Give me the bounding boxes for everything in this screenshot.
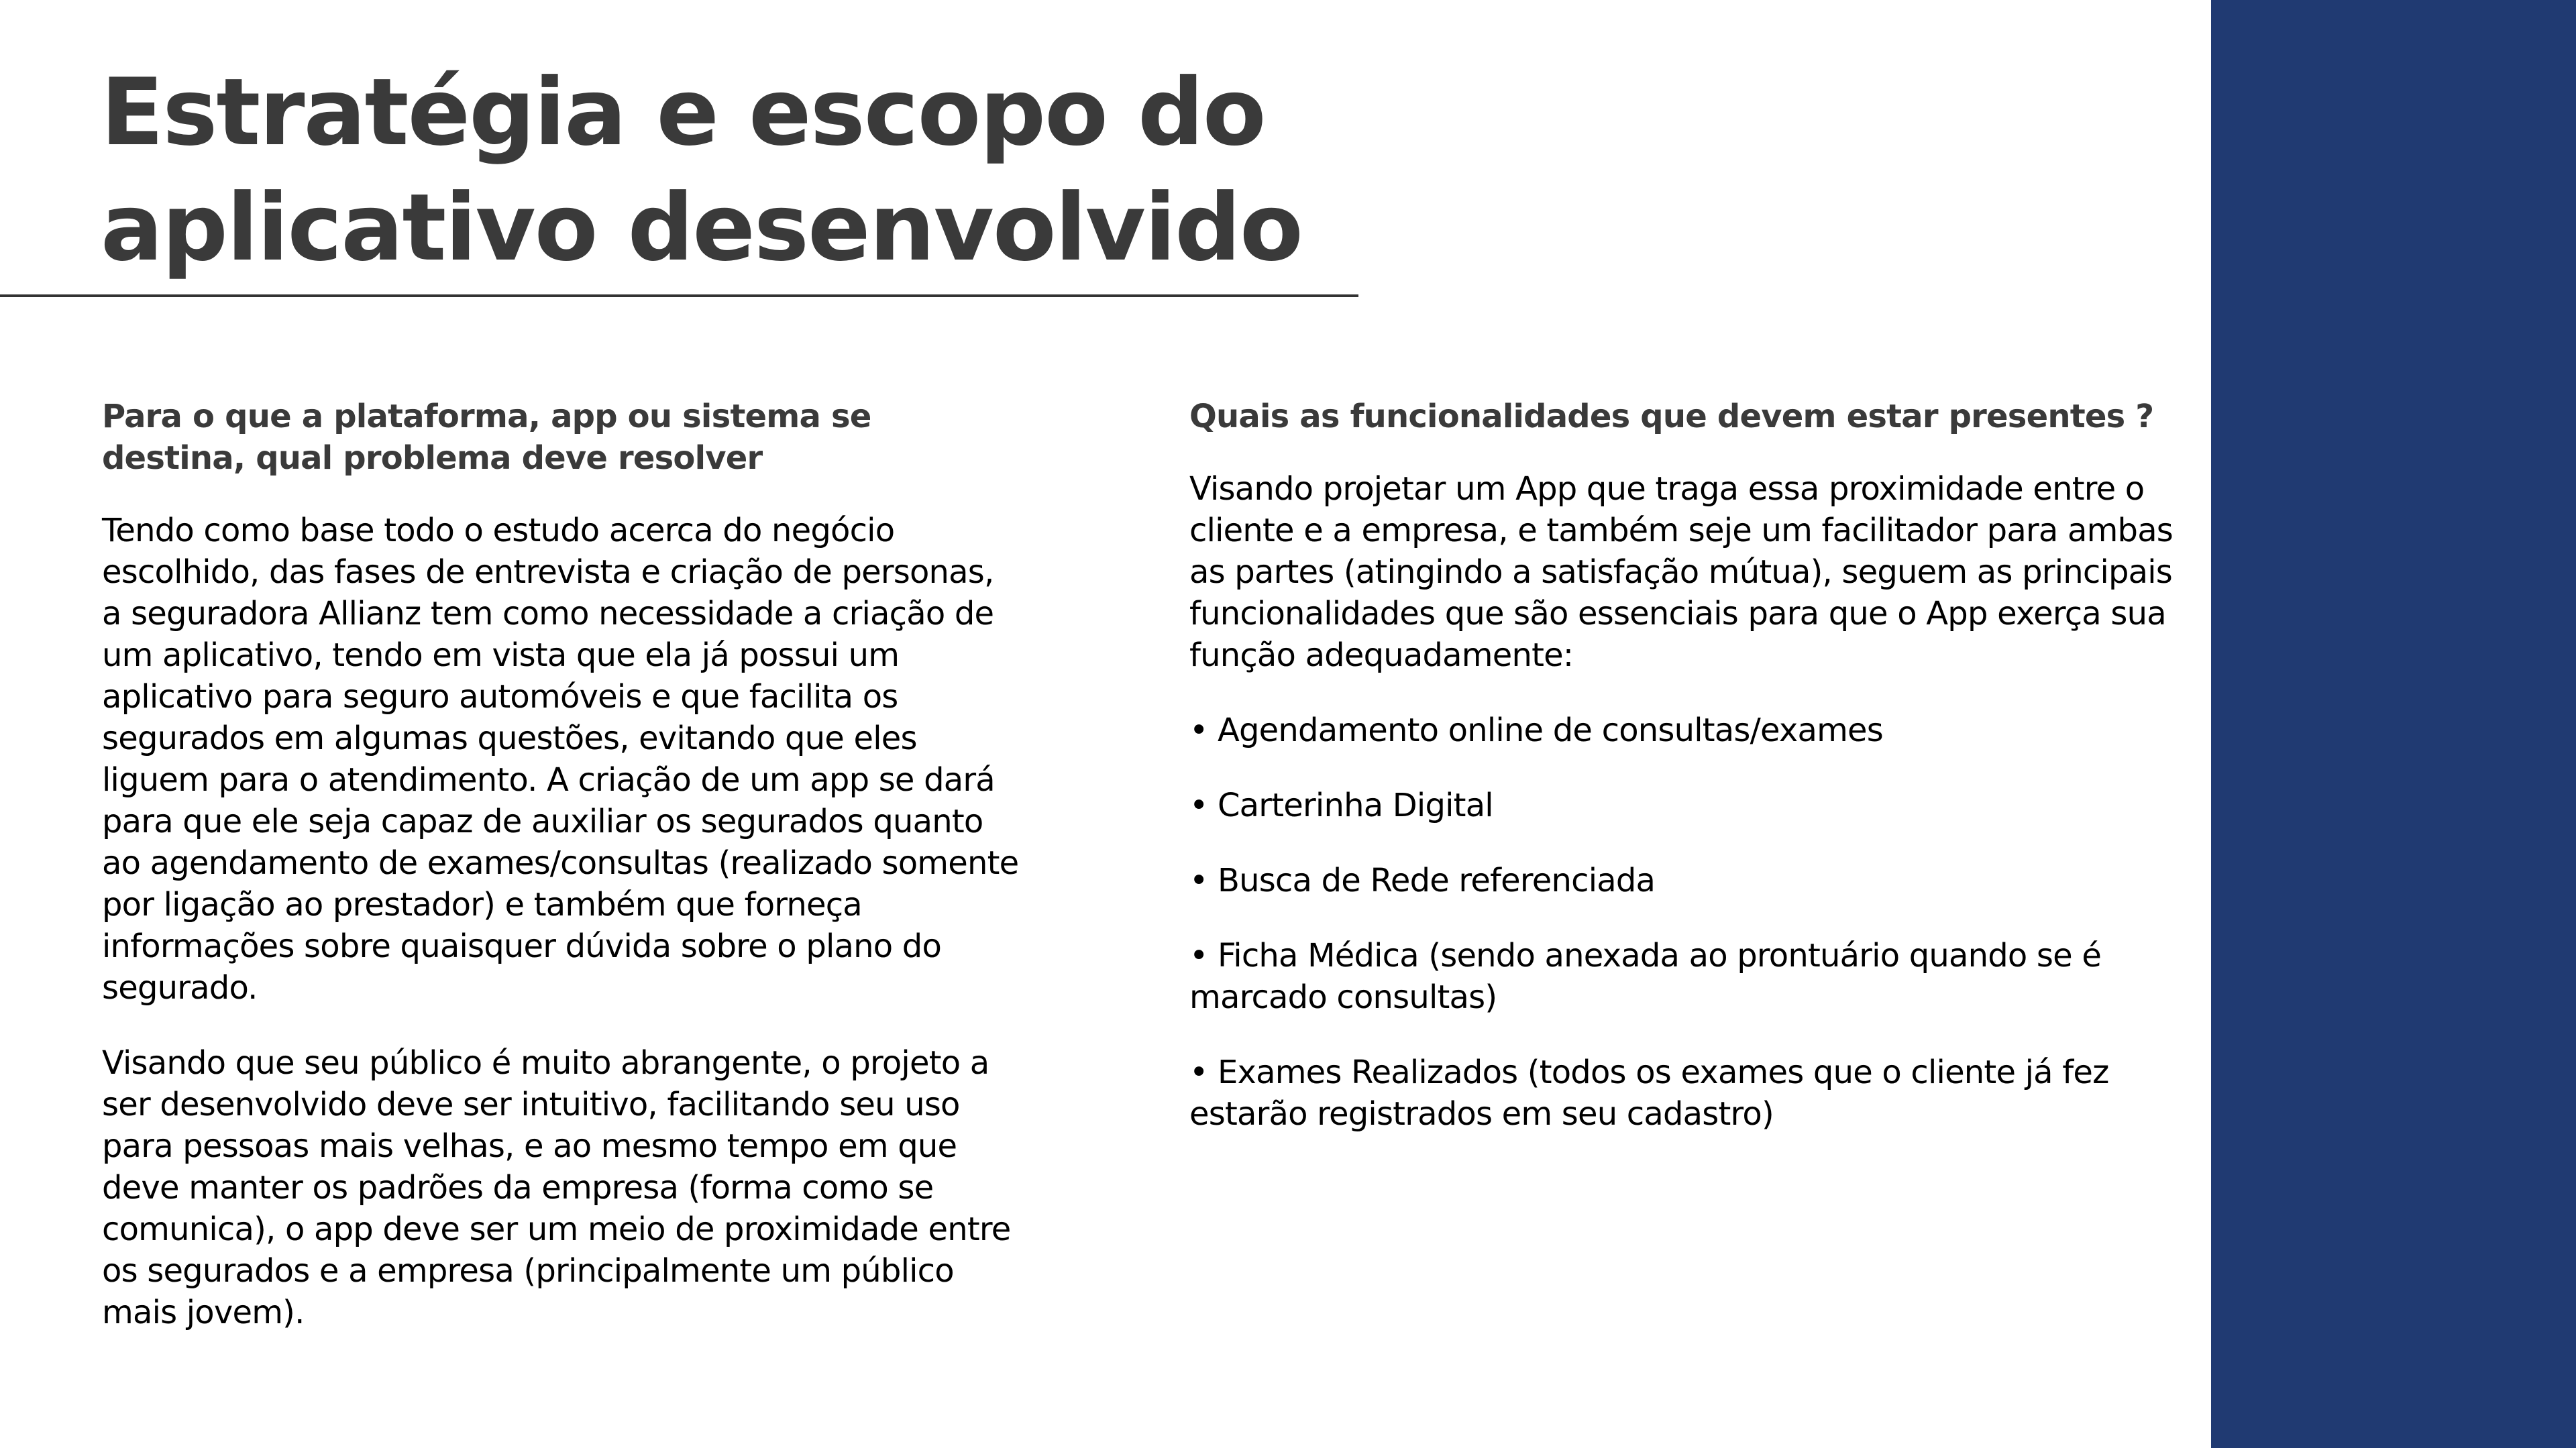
- feature-item-agendamento: • Agendamento online de consultas/exames: [1189, 712, 1883, 749]
- left-column-heading: Para o que a plataforma, app ou sistema se destina, qual problema deve resolver: [102, 398, 871, 477]
- left-paragraph-2: Visando que seu público é muito abrangente, o projeto a ser desenvolvido deve ser intuitivo, facilitando seu uso para pessoas mais velhas, e ao mesmo tempo em que deve manter os padrões da empresa (forma como se comunica), o app deve ser um meio de proximidade entre os segurados e a empresa (principalmente um público mais jovem).: [102, 1044, 1011, 1331]
- feature-item-exames: • Exames Realizados (todos os exames que o cliente já fez estarão registrados em seu cadastro): [1189, 1054, 2109, 1133]
- feature-item-ficha-medica: • Ficha Médica (sendo anexada ao prontuário quando se é marcado consultas): [1189, 937, 2102, 1016]
- slide-title: Estratégia e escopo do aplicativo desenvolvido: [101, 58, 1302, 282]
- left-column: [102, 396, 1021, 1367]
- left-paragraph-1: Tendo como base todo o estudo acerca do negócio escolhido, das fases de entrevista e criação de personas, a seguradora Allianz tem como necessidade a criação de um aplicativo, tendo em vista que ela já possui um aplicativo para seguro automóveis e que facilita os segurados em algumas questões, evitando que eles liguem para o atendimento. A criação de um app se dará para que ele seja capaz de auxiliar os segurados quanto ao agendamento de exames/consultas (realizado somente por ligação ao prestador) e também que forneça informações sobre quaisquer dúvida sobre o plano do segurado.: [102, 512, 1019, 1007]
- side-accent-band: [2211, 0, 2576, 1448]
- feature-list: [1189, 710, 2176, 1135]
- feature-item-carterinha: • Carterinha Digital: [1189, 787, 1493, 824]
- right-intro-paragraph: Visando projetar um App que traga essa proximidade entre o cliente e a empresa, e também seje um facilitador para ambas as partes (atingindo a satisfação mútua), seguem as principais funcionalidades que são essenciais para que o App exerça sua função adequadamente:: [1189, 470, 2174, 674]
- feature-item-busca-rede: • Busca de Rede referenciada: [1189, 862, 1656, 899]
- right-column: [1189, 396, 2176, 1168]
- title-divider: [0, 294, 1358, 297]
- right-column-heading: Quais as funcionalidades que devem estar presentes ?: [1189, 398, 2154, 435]
